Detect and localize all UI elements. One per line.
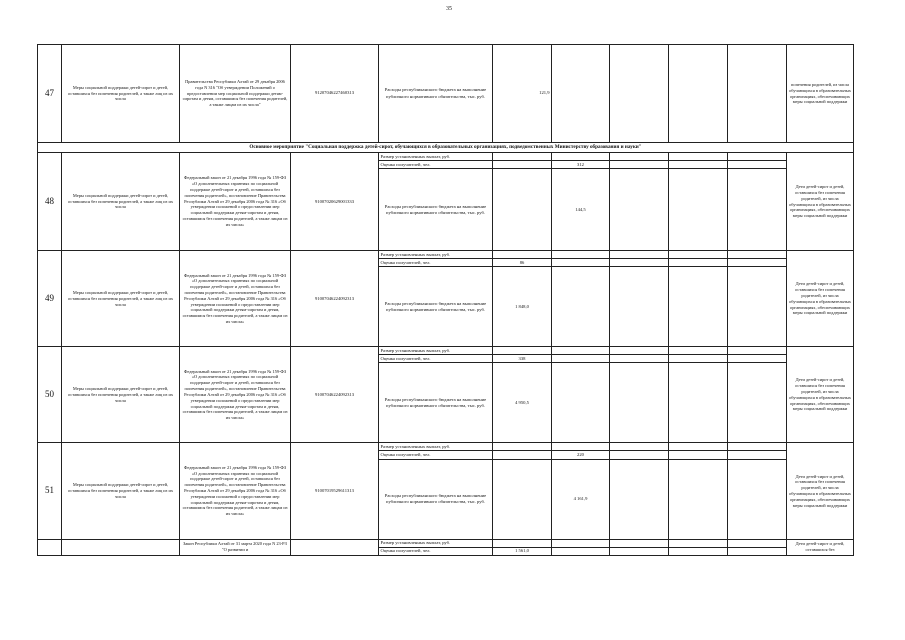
empty-cell	[669, 251, 728, 259]
budget-code-cell: 91007020629001333	[291, 153, 379, 251]
legal-basis-cell: Закон Республики Алтай от 31 марта 2020 года N 23-РЗ "О развитии и	[180, 539, 291, 555]
empty-cell	[669, 267, 728, 347]
section-heading: Основное мероприятие "Социальная поддержка детей-сирот, обучающихся в образовательных организациях, подведомственных Министерству образования и науки"	[38, 143, 854, 153]
budget-code-cell: 91007019529611313	[291, 443, 379, 539]
beneficiaries-cell: Дети детей-сирот и детей, оставшихся без попечения родителей, из числа обучающихся в образовательных организациях, обеспечивающих меры социальной поддержки	[787, 251, 854, 347]
empty-cell	[610, 355, 669, 363]
empty-cell	[728, 443, 787, 451]
table-row-49	[38, 251, 854, 259]
table-row-48	[38, 153, 854, 161]
value-cell: 144,5	[552, 169, 610, 251]
indicator-cell: Расходы республиканского бюджета на выполнение публичного нормативного обязательства, тыс. руб.	[379, 363, 493, 443]
indicator-rate-cell: Размер установленных выплат, руб.	[379, 443, 493, 451]
measure-cell: Меры социальной поддержки детей-сирот и детей, оставшихся без попечения родителей, а также лиц из их числа	[62, 347, 180, 443]
budget-code-cell: 91007046224092313	[291, 347, 379, 443]
indicator-cell: Расходы республиканского бюджета на выполнение публичного нормативного обязательства, тыс. руб.	[379, 169, 493, 251]
legal-basis-cell: Федеральный закон от 21 декабря 1996 года № 159-ФЗ «О дополнительных гарантиях по социальной поддержке детей-сирот и детей, оставшихся без попечения родителей», постановление Правительства Республики Алтай от 29 декабря 2006 года № 316 «Об утверждении положений о предоставлении мер социальной поддержки детям-сиротам и детям, оставшимся без попечения родителей, а также лицам из их числа»	[180, 251, 291, 347]
empty-cell	[669, 451, 728, 459]
empty-cell	[669, 363, 728, 443]
empty-cell	[669, 539, 728, 547]
beneficiaries-cell: Дети детей-сирот и детей, оставшихся без попечения родителей, из числа обучающихся в образовательных организациях, обеспечивающих меры социальной поддержки	[787, 443, 854, 539]
indicator-count-cell: Оценка получателей, чел.	[379, 451, 493, 459]
beneficiaries-cell: Дети детей-сирот и детей, оставшихся без попечения родителей, из числа обучающихся в образовательных организациях, обеспечивающих меры социальной поддержки	[787, 153, 854, 251]
empty-cell	[669, 161, 728, 169]
empty-cell	[728, 547, 787, 555]
empty-cell	[493, 451, 552, 459]
empty-cell	[728, 355, 787, 363]
empty-cell	[669, 355, 728, 363]
count-cell: 86	[493, 259, 552, 267]
indicator-rate-cell: Размер установленных выплат, руб.	[379, 347, 493, 355]
empty-cell	[728, 363, 787, 443]
beneficiaries-cell: Дети детей-сирот и детей, оставшихся без	[787, 539, 854, 555]
empty-cell	[493, 161, 552, 169]
budget-code-cell: 91207046227460313	[291, 45, 379, 143]
empty-cell	[728, 161, 787, 169]
indicator-rate-cell: Размер установленных выплат, руб.	[379, 153, 493, 161]
measures-table	[37, 44, 854, 556]
empty-cell	[610, 169, 669, 251]
empty-cell	[610, 539, 669, 547]
empty-cell	[728, 45, 787, 143]
count-cell: 220	[552, 451, 610, 459]
indicator-count-cell: Оценка получателей, чел.	[379, 355, 493, 363]
empty-cell	[552, 355, 610, 363]
empty-cell	[493, 443, 552, 451]
legal-basis-cell: Федеральный закон от 21 декабря 1996 года № 159-ФЗ «О дополнительных гарантиях по социальной поддержке детей-сирот и детей, оставшихся без попечения родителей», постановление Правительства Республики Алтай от 29 декабря 2006 года № 316 «Об утверждении положений о предоставлении мер социальной поддержки детям-сиротам и детям, оставшимся без попечения родителей, а также лицам из их числа»	[180, 347, 291, 443]
indicator-cell: Расходы республиканского бюджета на выполнение публичного нормативного обязательства, тыс. руб.	[379, 45, 493, 143]
beneficiaries-cell: попечения родителей, из числа обучающихся в образовательных организациях, обеспечивающих меры социальной поддержки	[787, 45, 854, 143]
empty-cell	[610, 161, 669, 169]
row-number: 49	[38, 251, 62, 347]
empty-cell	[552, 363, 610, 443]
empty-cell	[552, 153, 610, 161]
empty-cell	[552, 251, 610, 259]
empty-cell	[552, 443, 610, 451]
measure-cell: Меры социальной поддержки детей-сирот и детей, оставшихся без попечения родителей, а также лиц из их числа	[62, 45, 180, 143]
empty-cell	[493, 169, 552, 251]
empty-cell	[610, 259, 669, 267]
count-cell: 1 561,0	[493, 547, 552, 555]
empty-cell	[669, 547, 728, 555]
empty-cell	[728, 539, 787, 547]
indicator-count-cell: Оценка получателей, чел.	[379, 259, 493, 267]
empty-cell	[728, 169, 787, 251]
value-cell: 121,9	[493, 45, 552, 143]
indicator-cell: Расходы республиканского бюджета на выполнение публичного нормативного обязательства, тыс. руб.	[379, 459, 493, 539]
value-cell: 4 161,9	[552, 459, 610, 539]
section-heading-row	[38, 143, 854, 153]
beneficiaries-cell: Дети детей-сирот и детей, оставшихся без попечения родителей, из числа обучающихся в образовательных организациях, обеспечивающих меры социальной поддержки	[787, 347, 854, 443]
empty-cell	[669, 459, 728, 539]
empty-cell	[552, 547, 610, 555]
count-cell: 338	[493, 355, 552, 363]
empty-cell	[610, 267, 669, 347]
empty-cell	[493, 153, 552, 161]
empty-cell	[493, 539, 552, 547]
empty-cell	[493, 251, 552, 259]
table-row-47	[38, 45, 854, 143]
empty-cell	[728, 259, 787, 267]
empty-cell	[552, 267, 610, 347]
empty-cell	[552, 539, 610, 547]
empty-cell	[610, 443, 669, 451]
empty-cell	[728, 451, 787, 459]
row-number: 47	[38, 45, 62, 143]
empty-cell	[291, 539, 379, 555]
empty-cell	[728, 267, 787, 347]
table-row-51	[38, 443, 854, 451]
row-number: 51	[38, 443, 62, 539]
empty-cell	[669, 443, 728, 451]
budget-code-cell: 91007046224092313	[291, 251, 379, 347]
row-number: 48	[38, 153, 62, 251]
empty-cell	[728, 153, 787, 161]
indicator-rate-cell: Размер установленных выплат, руб.	[379, 251, 493, 259]
empty-cell	[610, 547, 669, 555]
empty-cell	[669, 347, 728, 355]
empty-cell	[552, 259, 610, 267]
empty-cell	[610, 251, 669, 259]
page-number: 35	[446, 6, 452, 12]
legal-basis-cell: Правительства Республики Алтай от 29 декабря 2006 года N 316 "Об утверждении Положений о предоставлении мер социальной поддержки детям-сиротам и детям, оставшимся без попечения родителей, а также лицам из их числа"	[180, 45, 291, 143]
empty-cell	[62, 539, 180, 555]
empty-cell	[610, 363, 669, 443]
legal-basis-cell: Федеральный закон от 21 декабря 1996 года № 159-ФЗ «О дополнительных гарантиях по социальной поддержке детей-сирот и детей, оставшихся без попечения родителей», постановление Правительства Республики Алтай от 29 декабря 2006 года № 316 «Об утверждении положений о предоставлении мер социальной поддержки детям-сиротам и детям, оставшимся без попечения родителей, а также лицам из их числа»	[180, 443, 291, 539]
empty-cell	[610, 459, 669, 539]
empty-cell	[552, 45, 610, 143]
empty-cell	[610, 45, 669, 143]
empty-cell	[669, 153, 728, 161]
empty-cell	[610, 347, 669, 355]
count-cell: 312	[552, 161, 610, 169]
empty-cell	[493, 347, 552, 355]
measure-cell: Меры социальной поддержки детей-сирот и детей, оставшихся без попечения родителей, а также лиц из их числа	[62, 153, 180, 251]
row-number: 50	[38, 347, 62, 443]
empty-cell	[728, 459, 787, 539]
table-row-50	[38, 347, 854, 355]
table-row-52	[38, 539, 854, 547]
measure-cell: Меры социальной поддержки детей-сирот и детей, оставшихся без попечения родителей, а также лиц из их числа	[62, 251, 180, 347]
legal-basis-cell: Федеральный закон от 21 декабря 1996 года № 159-ФЗ «О дополнительных гарантиях по социальной поддержке детей-сирот и детей, оставшихся без попечения родителей», постановление Правительства Республики Алтай от 29 декабря 2006 года № 316 «Об утверждении положений о предоставлении мер социальной поддержки детям-сиротам и детям, оставшимся без попечения родителей, а также лицам из их числа»	[180, 153, 291, 251]
empty-cell	[610, 451, 669, 459]
empty-cell	[552, 347, 610, 355]
value-cell: 4 950,5	[493, 363, 552, 443]
indicator-cell: Расходы республиканского бюджета на выполнение публичного нормативного обязательства, тыс. руб.	[379, 267, 493, 347]
indicator-count-cell: Оценка получателей, чел.	[379, 547, 493, 555]
measure-cell: Меры социальной поддержки детей-сирот и детей, оставшихся без попечения родителей, а также лиц из их числа	[62, 443, 180, 539]
empty-cell	[38, 539, 62, 555]
empty-cell	[728, 347, 787, 355]
indicator-rate-cell: Размер установленных выплат, руб.	[379, 539, 493, 547]
empty-cell	[728, 251, 787, 259]
indicator-count-cell: Оценка получателей, чел.	[379, 161, 493, 169]
empty-cell	[493, 459, 552, 539]
empty-cell	[610, 153, 669, 161]
empty-cell	[669, 259, 728, 267]
empty-cell	[669, 169, 728, 251]
empty-cell	[669, 45, 728, 143]
value-cell: 1 848,0	[493, 267, 552, 347]
